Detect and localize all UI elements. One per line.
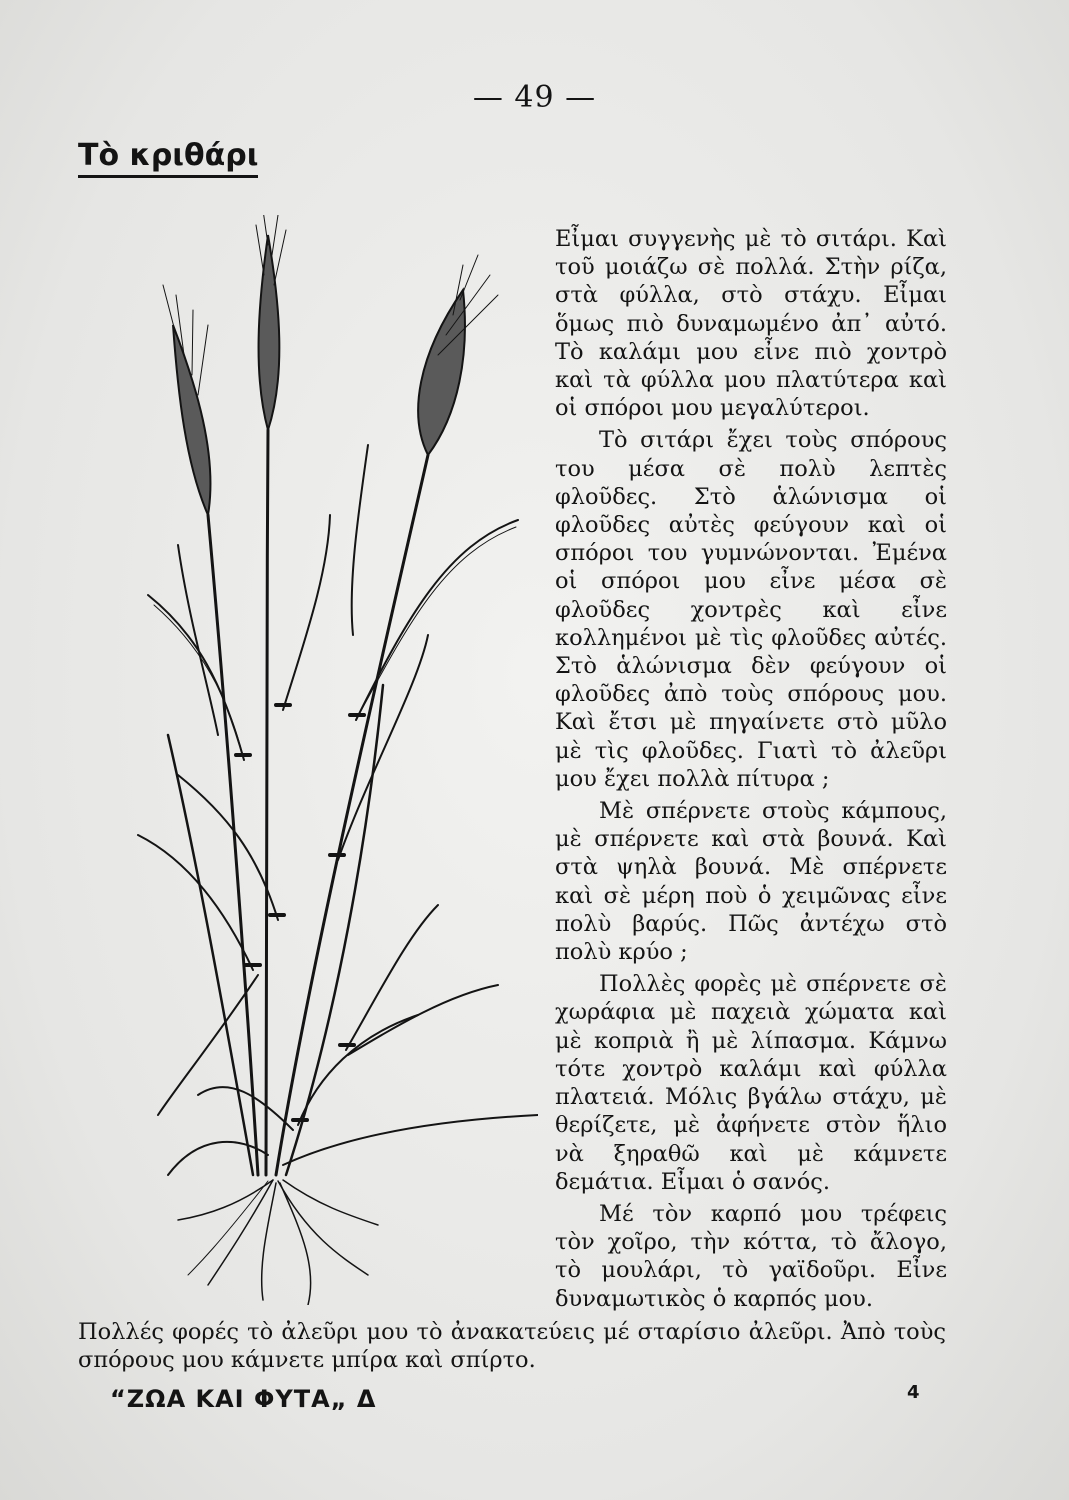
paragraph-kinship: Εἶμαι συγγενὴς μὲ τὸ σιτάρι. Καὶ τοῦ μοιάζω σὲ πολλά. Στὴν ρίζα, στὰ φύλλα, στὸ στάχυ. Εἶμαι ὅμως πιὸ δυναμωμένο ἀπ᾿ αὐτό. Τὸ καλάμι μου εἶνε πιὸ χοντρὸ καὶ τὰ φύλλα μου πλατύτερα καὶ οἱ σπόροι μου μεγαλύτεροι.: [555, 226, 947, 422]
page-number: — 49 —: [472, 80, 597, 115]
signature-mark: 4: [907, 1382, 920, 1403]
main-text-column: [555, 225, 947, 1313]
paragraph-animal-feed: Μέ τὸν καρπό μου τρέφεις τὸν χοῖρο, τὴν κόττα, τὸ ἄλογο, τὸ μουλάρι, τὸ γαϊδοῦρι. Εἶνε δυναμωτικὸς ὁ καρπός μου.: [555, 1200, 947, 1312]
barley-plant-illustration: [118, 215, 538, 1305]
paragraph-seeds-husks: Τὸ σιτάρι ἔχει τοὺς σπόρους του μέσα σὲ πολὺ λεπτὲς φλοῦδες. Στὸ ἁλώνισμα οἱ φλοῦδες αὐτὲς φεύγουν καὶ οἱ σπόροι του γυμνώνονται. Ἐμένα οἱ σπόροι μου εἶνε μέσα σὲ φλοῦδες χοντρὲς καὶ εἶνε κολλημένοι μὲ τὶς φλοῦδες αὐτές. Στὸ ἁλώνισμα δὲν φεύγουν οἱ φλοῦδες ἀπὸ τοὺς σπόρους μου. Καὶ ἔτσι μὲ πηγαίνετε στὸ μῦλο μὲ τὶς φλοῦδες. Γιατὶ τὸ ἀλεῦρι μου ἔχει πολλὰ πίτυρα ;: [555, 427, 947, 792]
paragraph-sowing-regions: Μὲ σπέρνετε στοὺς κάμπους, μὲ σπέρνετε καὶ στὰ βουνά. Καὶ στὰ ψηλὰ βουνά. Μὲ σπέρνετε καὶ σὲ μέρη ποὺ ὁ χειμῶνας εἶνε πολὺ βαρύς. Πῶς ἀντέχω στὸ πολὺ κρύο ;: [555, 798, 947, 966]
paragraph-hay: Πολλὲς φορὲς μὲ σπέρνετε σὲ χωράφια μὲ παχειὰ χώματα καὶ μὲ κοπριὰ ἢ μὲ λίπασμα. Κάμνω τότε χοντρὸ καλάμι καὶ φύλλα πλατειά. Μόλις βγάλω στάχυ, μὲ θερίζετε, μὲ ἀφήνετε στὸν ἥλιο νὰ ξηραθῶ καὶ μὲ κάμνετε δεμάτια. Εἶμαι ὁ σανός.: [555, 971, 947, 1195]
page-title: Τὸ κριθάρι: [78, 138, 258, 178]
series-title: “ΖΩΑ ΚΑΙ ΦΥΤΑ„ Δ: [110, 1385, 377, 1413]
closing-paragraph: Πολλές φορές τὸ ἀλεῦρι μου τὸ ἀνακατεύεις μέ σταρίσιο ἀλεῦρι. Ἀπὸ τοὺς σπόρους μου κάμνετε μπίρα καὶ σπίρτο.: [78, 1319, 946, 1374]
